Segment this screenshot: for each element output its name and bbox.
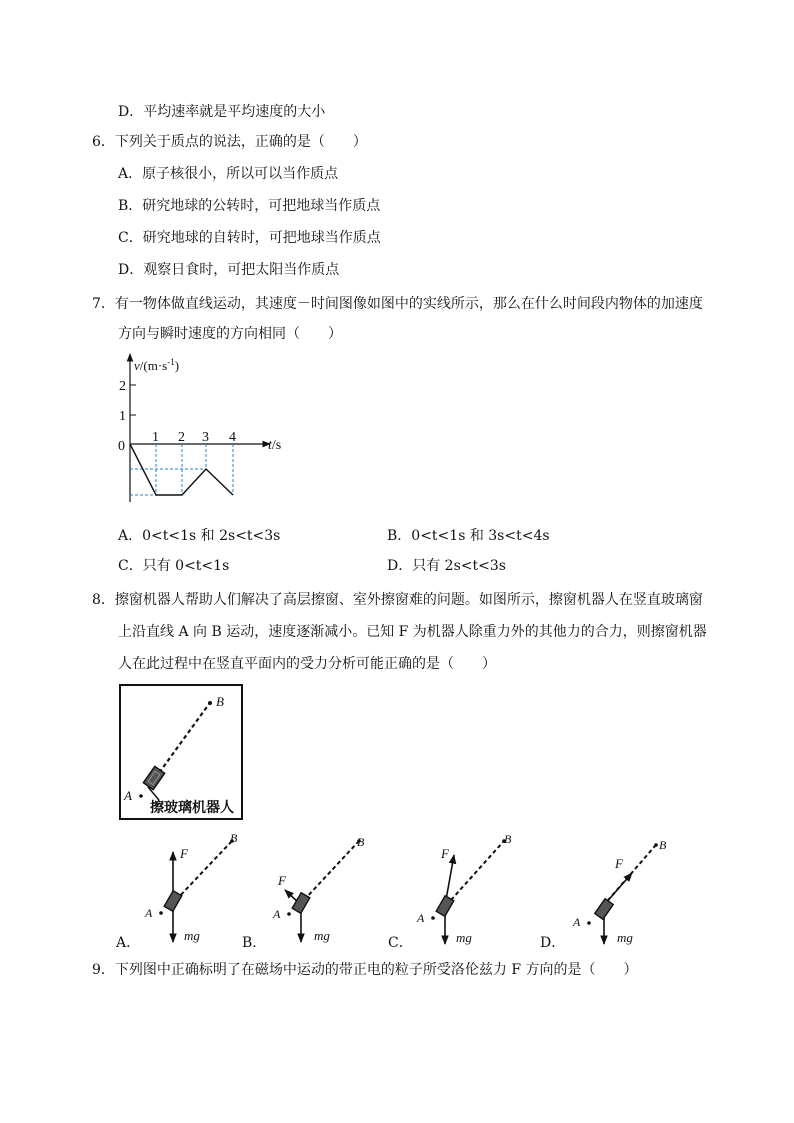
x-tick-label-4: 4 xyxy=(229,430,236,445)
label-b: B xyxy=(504,832,512,846)
q8-option-d-label: D． xyxy=(540,935,566,951)
x-tick-label-2: 2 xyxy=(178,430,185,445)
point-a-dot xyxy=(587,921,591,925)
point-a-dot xyxy=(139,794,143,798)
q7-stem-line2: 方向与瞬时速度的方向相同（ ） xyxy=(118,326,342,342)
q5-option-d: D．平均速率就是平均速度的大小 xyxy=(118,104,326,120)
origin-label: 0 xyxy=(118,439,125,454)
q8-option-a-label: A． xyxy=(116,935,141,951)
robot-caption: 擦玻璃机器人 xyxy=(150,801,234,816)
force-figure-c xyxy=(385,830,525,950)
q7-stem-line1: 7．有一物体做直线运动，其速度－时间图像如图中的实线所示，那么在什么时间段内物体的加速度 xyxy=(92,296,703,312)
label-f: F xyxy=(278,873,286,888)
robot-body xyxy=(164,891,182,912)
force-figure-d xyxy=(535,830,680,950)
force-figure-a xyxy=(108,830,248,950)
force-figure-b xyxy=(240,830,380,950)
label-mg: mg xyxy=(617,930,633,945)
q8-stem-line1: 8．擦窗机器人帮助人们解决了高层擦窗、室外擦窗难的问题。如图所示，擦窗机器人在竖直玻璃窗 xyxy=(92,592,703,608)
point-a-dot xyxy=(159,911,163,915)
label-mg: mg xyxy=(314,928,330,943)
q7-option-b: B．0<t<1s 和 3s<t<4s xyxy=(387,528,550,544)
velocity-time-graph xyxy=(110,352,310,512)
force-f-arrow xyxy=(605,873,632,904)
robot-body xyxy=(595,899,614,919)
q9-stem: 9．下列图中正确标明了在磁场中运动的带正电的粒子所受洛伦兹力 F 方向的是（ ） xyxy=(92,962,638,978)
q6-option-d: D．观察日食时，可把太阳当作质点 xyxy=(118,262,340,278)
q8-stem-line3: 人在此过程中在竖直平面内的受力分析可能正确的是（ ） xyxy=(118,656,496,672)
q6-option-a: A．原子核很小，所以可以当作质点 xyxy=(118,166,339,182)
label-mg: mg xyxy=(456,930,472,945)
label-a: A xyxy=(145,906,153,920)
q6-option-b: B．研究地球的公转时，可把地球当作质点 xyxy=(118,198,381,214)
robot-body xyxy=(292,893,310,914)
x-axis-label: t/s xyxy=(268,438,282,453)
y-tick-label-2: 2 xyxy=(119,379,126,394)
force-f-arrow xyxy=(446,855,454,900)
q7-option-a: A．0<t<1s 和 2s<t<3s xyxy=(118,528,281,544)
path-ab xyxy=(451,842,503,900)
label-mg: mg xyxy=(184,928,200,943)
label-b: B xyxy=(659,838,667,852)
point-b-dot xyxy=(208,701,212,705)
label-b: B xyxy=(230,831,238,845)
label-f: F xyxy=(180,846,188,861)
x-tick-label-1: 1 xyxy=(152,430,159,445)
q8-stem-line2: 上沿直线 A 向 B 运动，速度逐渐减小。已知 F 为机器人除重力外的其他力的合力，则擦窗机器 xyxy=(118,624,707,640)
label-f: F xyxy=(615,856,623,871)
label-f: F xyxy=(441,846,449,861)
point-a-dot xyxy=(431,916,435,920)
point-b-dot xyxy=(654,843,658,847)
q8-option-c-label: C． xyxy=(388,935,413,951)
label-a: A xyxy=(273,907,281,921)
label-a: A xyxy=(573,915,581,929)
label-a: A xyxy=(417,911,425,925)
y-tick-label-1: 1 xyxy=(119,409,126,424)
q8-option-b-label: B． xyxy=(242,935,267,951)
robot-body xyxy=(436,896,454,917)
label-b: B xyxy=(216,694,224,709)
label-a: A xyxy=(124,788,132,803)
point-a-dot xyxy=(287,912,291,916)
q6-option-c: C．研究地球的自转时，可把地球当作质点 xyxy=(118,230,381,246)
x-tick-label-3: 3 xyxy=(202,430,209,445)
y-axis-label: $v/(m\cdot s^{-1})$ xyxy=(134,357,180,373)
q7-option-c: C．只有 0<t<1s xyxy=(118,558,230,574)
q6-stem: 6．下列关于质点的说法，正确的是（ ） xyxy=(92,134,367,150)
robot-window-figure xyxy=(119,684,243,820)
q7-option-d: D．只有 2s<t<3s xyxy=(387,558,506,574)
path-ab xyxy=(304,842,358,900)
label-b: B xyxy=(357,835,365,849)
